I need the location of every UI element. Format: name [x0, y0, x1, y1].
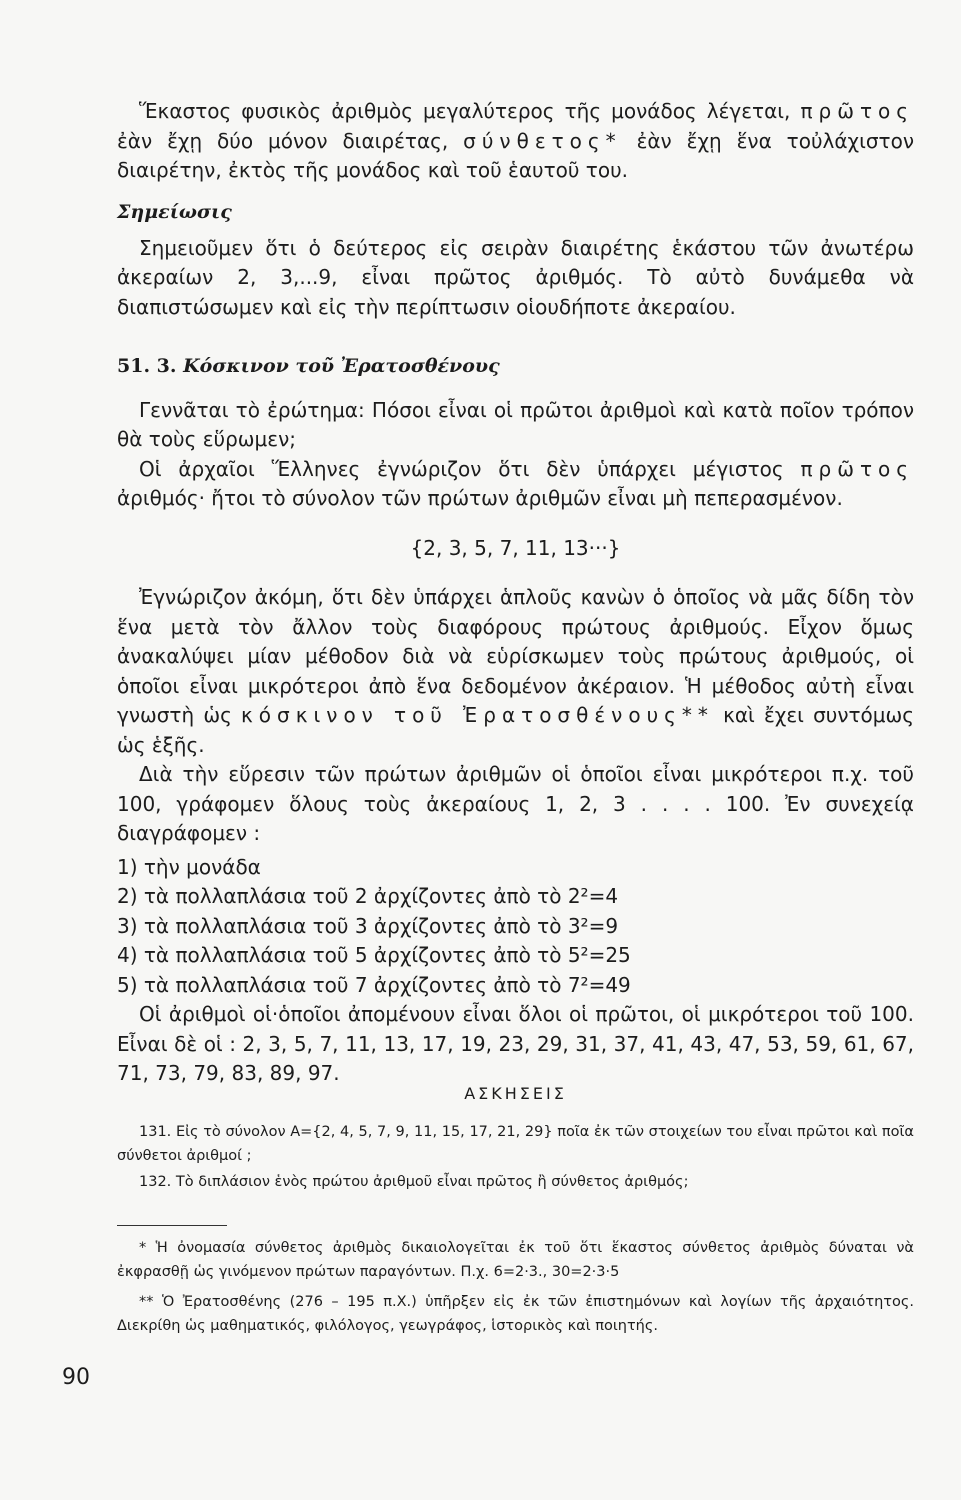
footnote-2: ** Ὁ Ἐρατοσθένης (276 – 195 π.Χ.) ὑπῆρξεν εἰς ἐκ τῶν ἐπιστημόνων καὶ λογίων τῆς ἀρχαιότητος. Διεκρίθη ὡς μαθηματικός, φιλόλογος, γεωγράφος, ἱστορικὸς καὶ ποιητής.: [117, 1294, 914, 1334]
section-heading: [117, 352, 914, 382]
step-item: 2) τὰ πολλαπλάσια τοῦ 2 ἀρχίζοντες ἀπὸ τὸ 2²=4: [117, 884, 619, 908]
term-prime: πρῶτος: [800, 99, 914, 123]
step-item: 1) τὴν μονάδα: [117, 854, 261, 879]
step-item: 5) τὰ πολλαπλάσια τοῦ 7 ἀρχίζοντες ἀπὸ τὸ 7²=49: [117, 972, 631, 997]
section-paragraph-3: Ἐγνώριζον ἀκόμη, ὅτι δὲν ὑπάρχει ἁπλοῦς κανὼν ὁ ὁποῖος νὰ μᾶς δίδη τὸν ἕνα μετὰ τὸν ἄλλον τοὺς διαφόρους πρώτους ἀριθμούς. Εἶχον ὅμως ἀνακαλύψει μίαν μέθοδον διὰ νὰ εὑρίσκωμεν τοὺς πρώτους ἀριθμούς, οἱ ὁποῖοι εἶναι μικρότεροι ἀπὸ ἕνα δεδομένον ἀκέραιον. Ἡ μέθοδος αὐτὴ εἶναι γνωστὴ ὡς κόσκινον τοῦ Ἐρατοσθένους** καὶ ἔχει συντόμως ὡς ἑξῆς.: [117, 585, 915, 757]
exercise-132: 132. Τὸ διπλάσιον ἑνὸς πρώτου ἀριθμοῦ εἶναι πρῶτος ἢ σύνθετος ἀριθμός;: [139, 1174, 689, 1190]
page-number: 90: [62, 1365, 90, 1390]
intro-paragraph: Ἕκαστος φυσικὸς ἀριθμὸς μεγαλύτερος τῆς μονάδος λέγεται, πρῶτος ἐὰν ἔχῃ δύο μόνον διαιρέτας, σύνθετος* ἐὰν ἔχῃ ἕνα τοὐλάχιστον διαιρέτην, ἐκτὸς τῆς μονάδος καὶ τοῦ ἑαυτοῦ του.: [117, 99, 914, 182]
note-block: [117, 198, 914, 322]
exercise-131: 131. Εἰς τὸ σύνολον Α={2, 4, 5, 7, 9, 11, 15, 17, 21, 29} ποῖα ἐκ τῶν στοιχείων του εἶναι πρῶτοι καὶ ποῖα σύνθετοι ἀριθμοί ;: [117, 1124, 914, 1164]
term-composite: σύνθετος*: [463, 128, 622, 153]
section-paragraph-2: Οἱ ἀρχαῖοι Ἕλληνες ἐγνώριζον ὅτι δὲν ὑπάρχει μέγιστος πρῶτος ἀριθμός· ἤτοι τὸ σύνολον τῶν πρώτων ἀριθμῶν εἶναι μὴ πεπερασμένον.: [117, 456, 914, 510]
step-item: 4) τὰ πολλαπλάσια τοῦ 5 ἀρχίζοντες ἀπὸ τὸ 5²=25: [117, 943, 631, 967]
section-title: Κόσκινον τοῦ Ἐρατοσθένους: [183, 355, 500, 377]
section-paragraph-4: Διὰ τὴν εὕρεσιν τῶν πρώτων ἀριθμῶν οἱ ὁποῖοι εἶναι μικρότεροι π.χ. τοῦ 100, γράφομεν ὅλους τοὺς ἀκεραίους 1, 2, 3 . . . . 100. Ἐν συνεχείᾳ διαγράφομεν :: [117, 762, 914, 845]
term-sieve: κόσκινον τοῦ Ἐρατοσθένους**: [241, 703, 714, 727]
section-number: 51. 3.: [117, 355, 177, 377]
primes-set: {2, 3, 5, 7, 11, 13···}: [410, 535, 621, 560]
term-prime-2: πρῶτος: [800, 456, 914, 481]
section-block: [117, 352, 914, 1089]
section-paragraph-5: Οἱ ἀριθμοὶ οἱ·ὁποῖοι ἀπομένουν εἶναι ὅλοι οἱ πρῶτοι, οἱ μικρότεροι τοῦ 100. Εἶναι δὲ οἱ : 2, 3, 5, 7, 11, 13, 17, 19, 23, 29, 31, 37, 41, 43, 47, 53, 59, 61, 67, 71, 73, 79, 83, 89, 97.: [117, 1002, 914, 1085]
exercises-title: ΑΣΚΗΣΕΙΣ: [464, 1084, 567, 1103]
step-item: 3) τὰ πολλαπλάσια τοῦ 3 ἀρχίζοντες ἀπὸ τὸ 3²=9: [117, 913, 619, 938]
footnotes-block: [117, 1236, 914, 1338]
section-paragraph-1: Γεννᾶται τὸ ἐρώτημα: Πόσοι εἶναι οἱ πρῶτοι ἀριθμοὶ καὶ κατὰ ποῖον τρόπον θὰ τοὺς εὕρωμεν;: [117, 397, 914, 451]
footnote-1: * Ἡ ὀνομασία σύνθετος ἀριθμὸς δικαιολογεῖται ἐκ τοῦ ὅτι ἕκαστος σύνθετος ἀριθμὸς δύναται νὰ ἐκφρασθῇ ὡς γινόμενον πρώτων παραγόντων. Π.χ. 6=2·3., 30=2·3·5: [117, 1240, 914, 1280]
note-text: Σημειοῦμεν ὅτι ὁ δεύτερος εἰς σειρὰν διαιρέτης ἑκάστου τῶν ἀνωτέρω ἀκεραίων 2, 3,...9, εἶναι πρῶτος ἀριθμός. Τὸ αὐτὸ δυνάμεθα νὰ διαπιστώσωμεν καὶ εἰς τὴν περίπτωσιν οἱουδήποτε ἀκεραίου.: [117, 235, 914, 319]
note-heading: Σημείωσις: [117, 201, 232, 223]
intro-block: [117, 97, 914, 186]
footnote-rule: [117, 1225, 227, 1226]
exercises-block: [117, 1082, 914, 1194]
